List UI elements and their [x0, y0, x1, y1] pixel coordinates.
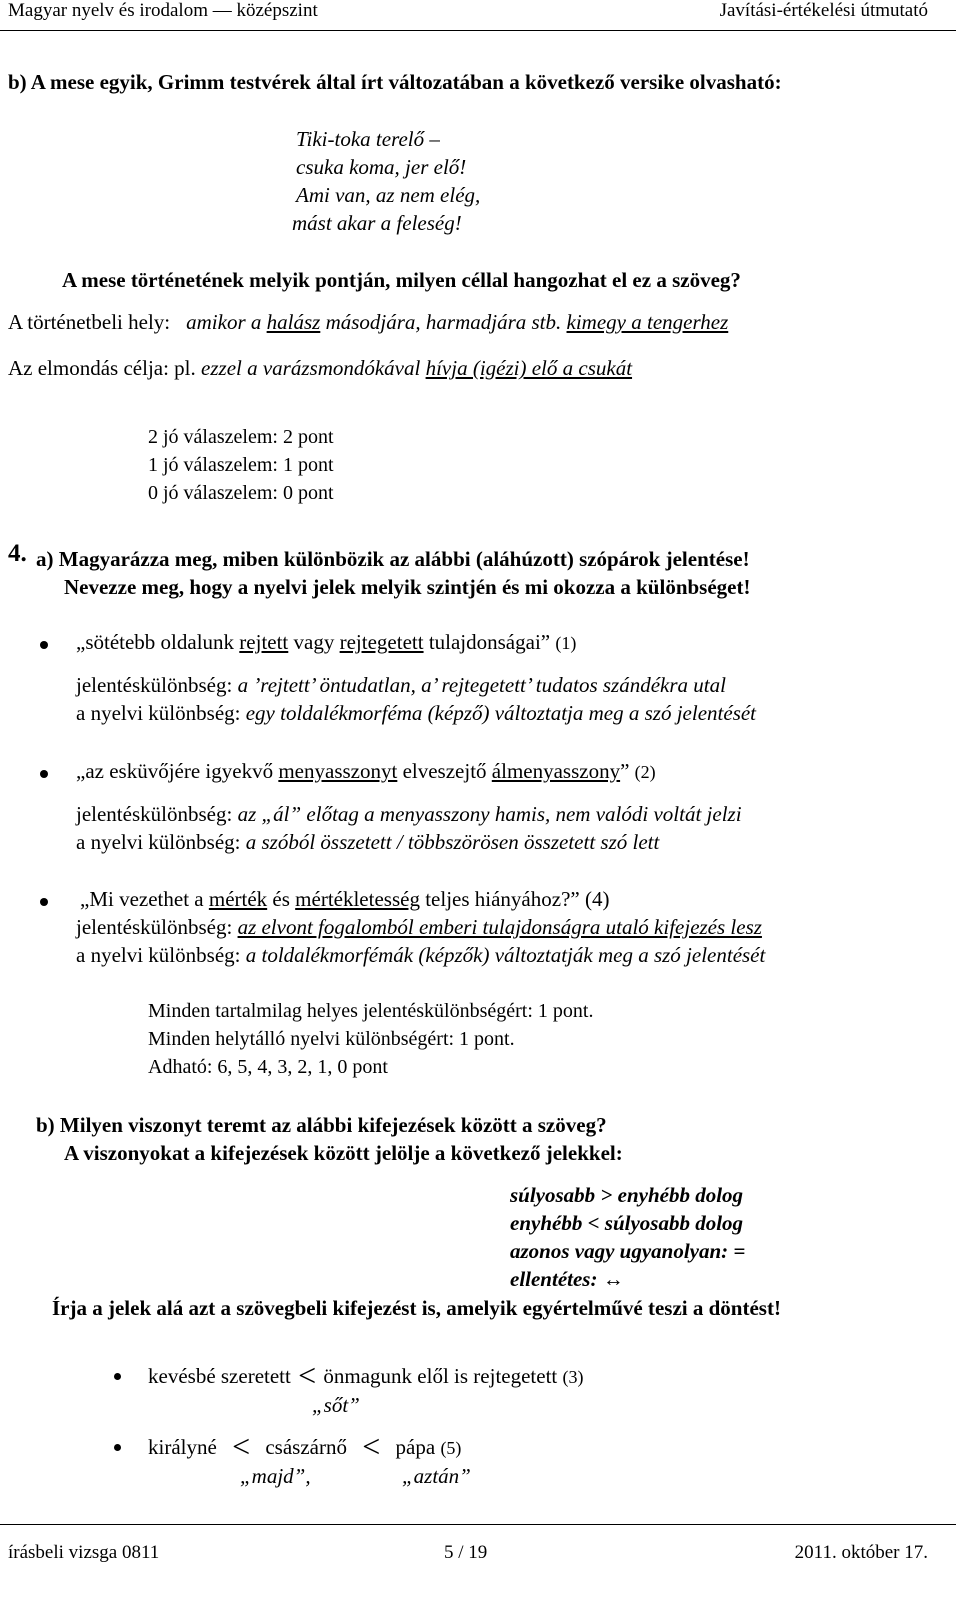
footer-rule	[0, 1524, 956, 1525]
ans1-under: „sőt”	[312, 1393, 360, 1417]
ans2-line	[148, 1430, 461, 1462]
item3-linguistic	[76, 943, 765, 968]
poem-line-1: Tiki-toka terelő –	[296, 127, 440, 151]
item2-linguistic	[76, 830, 659, 855]
item2-meaning-text: az „ál” előtag a menyasszony hamis, nem valódi voltát jelzi	[237, 802, 742, 826]
ans2-under-2: „aztán”	[402, 1464, 471, 1488]
q3b-question: A mese történetének melyik pontján, milyen céllal hangozhat el ez a szöveg?	[62, 268, 741, 292]
item3-meaning-label: jelentéskülönbség:	[76, 915, 233, 939]
poem-line-4: mást akar a feleség!	[292, 211, 462, 235]
q3b-score-2: 1 jó válaszelem: 1 pont	[148, 454, 334, 476]
item2-q4: álmenyasszony	[491, 759, 621, 783]
item2-meaning	[76, 802, 742, 827]
ans1-word-2: önmagunk elől is rejtegetett	[323, 1364, 558, 1388]
item1-linguistic-label: a nyelvi különbség:	[76, 701, 241, 725]
purpose-label: Az elmondás célja: pl.	[8, 356, 196, 380]
poem-line-2: csuka koma, jer elő!	[296, 155, 467, 179]
ans2-num: (5)	[440, 1438, 462, 1458]
item1-meaning	[76, 673, 726, 698]
item2-q2: menyasszonyt	[278, 759, 398, 783]
legend-2: enyhébb < súlyosabb dolog	[510, 1211, 744, 1235]
ans2-word-2: császárnő	[265, 1435, 347, 1459]
place-text-2: halász	[266, 310, 321, 334]
header-left: Magyar nyelv és irodalom — középszint	[8, 0, 318, 21]
item1-q5: tulajdonságai”	[423, 630, 551, 654]
place-text-4: kimegy a tengerhez	[566, 310, 729, 334]
bullet-item-3	[40, 898, 48, 906]
item3-q1: „Mi vezethet a	[80, 887, 209, 911]
item3-q5: teljes hiányához?” (4)	[419, 887, 610, 911]
item1-num: (1)	[555, 633, 577, 653]
ans2-word-1: királyné	[148, 1435, 217, 1459]
item3-quote	[80, 887, 609, 912]
ans2-word-3: pápa	[395, 1435, 436, 1459]
item3-q3: és	[267, 887, 296, 911]
q3b-score-3: 0 jó válaszelem: 0 pont	[148, 482, 334, 504]
q4a-title-1: a) Magyarázza meg, miben különbözik az alábbi (aláhúzott) szópárok jelentése!	[36, 547, 750, 571]
item2-q1: „az esküvőjére igyekvő	[76, 759, 279, 783]
q4b-title-1: b) Milyen viszonyt teremt az alábbi kifejezések között a szöveg?	[36, 1113, 607, 1137]
item2-linguistic-label: a nyelvi különbség:	[76, 830, 241, 854]
legend-3: azonos vagy ugyanolyan: =	[510, 1239, 746, 1263]
ans1-symbol: <	[298, 1357, 317, 1393]
item3-linguistic-label: a nyelvi különbség:	[76, 943, 241, 967]
poem-line-3: Ami van, az nem elég,	[296, 183, 481, 207]
place-line	[8, 310, 728, 335]
ans1-word-1: kevésbé szeretett	[148, 1364, 291, 1388]
ans1-num: (3)	[562, 1367, 584, 1387]
ans2-symbol-1: <	[232, 1428, 251, 1464]
footer-left: írásbeli vizsga 0811	[8, 1542, 160, 1563]
item2-meaning-label: jelentéskülönbség:	[76, 802, 233, 826]
purpose-text-2: hívja (igézi) elő a csukát	[425, 356, 633, 380]
item3-q4: mértékletesség	[295, 887, 420, 911]
bullet-ans-1	[114, 1373, 121, 1380]
item1-meaning-label: jelentéskülönbség:	[76, 673, 233, 697]
q4a-title-2: Nevezze meg, hogy a nyelvi jelek melyik szintjén és mi okozza a különbséget!	[64, 575, 751, 599]
item2-quote	[76, 759, 656, 784]
place-text-3: másodjára, harmadjára stb.	[320, 310, 567, 334]
bullet-ans-2	[114, 1444, 121, 1451]
q4-number: 4.	[8, 540, 27, 567]
bullet-item-2	[40, 770, 48, 778]
item2-linguistic-text: a szóból összetett / többszörösen összetett szó lett	[245, 830, 660, 854]
item2-q3: elveszejtő	[397, 759, 492, 783]
item1-q3: vagy	[288, 630, 340, 654]
ans1-line	[148, 1359, 584, 1391]
item3-linguistic-text: a toldalékmorfémák (képzők) változtatják meg a szó jelentését	[245, 943, 766, 967]
legend-4: ellentétes: ↔	[510, 1267, 624, 1291]
q4b-title-2: A viszonyokat a kifejezések között jelölje a következő jelekkel:	[64, 1141, 623, 1165]
place-text-1: amikor a	[186, 310, 267, 334]
item1-q4: rejtegetett	[339, 630, 424, 654]
ans2-under-1: „majd”,	[240, 1464, 311, 1488]
q3b-title: b) A mese egyik, Grimm testvérek által írt változatában a következő versike olvasható:	[8, 70, 782, 94]
ans2-symbol-2: <	[362, 1428, 381, 1464]
item2-num: (2)	[634, 762, 656, 782]
item1-linguistic	[76, 701, 756, 726]
legend-1: súlyosabb > enyhébb dolog	[510, 1183, 744, 1207]
bullet-item-1	[40, 641, 48, 649]
purpose-line	[8, 356, 632, 381]
item1-q2: rejtett	[239, 630, 289, 654]
item3-meaning-text: az elvont fogalomból emberi tulajdonságra utaló kifejezés lesz	[237, 915, 762, 939]
header-right: Javítási-értékelési útmutató	[719, 0, 928, 21]
item2-q5: ”	[620, 759, 630, 783]
q4a-score-2: Minden helytálló nyelvi különbségért: 1 pont.	[148, 1028, 515, 1050]
item3-q2: mérték	[208, 887, 268, 911]
place-label: A történetbeli hely:	[8, 310, 171, 334]
item1-meaning-text: a ’rejtett’ öntudatlan, a’ rejtegetett’ tudatos szándékra utal	[237, 673, 726, 697]
item1-q1: „sötétebb oldalunk	[76, 630, 240, 654]
footer-page: 5 / 19	[444, 1542, 488, 1563]
purpose-text-1: ezzel a varázsmondókával	[201, 356, 426, 380]
header-rule	[0, 30, 956, 31]
footer-right: 2011. október 17.	[794, 1542, 928, 1563]
item1-linguistic-text: egy toldalékmorféma (képző) változtatja meg a szó jelentését	[245, 701, 757, 725]
q4b-instruction: Írja a jelek alá azt a szövegbeli kifejezést is, amelyik egyértelművé teszi a döntést!	[52, 1296, 781, 1320]
item3-meaning	[76, 915, 762, 940]
item1-quote	[76, 630, 576, 655]
q4a-score-3: Adható: 6, 5, 4, 3, 2, 1, 0 pont	[148, 1056, 388, 1078]
q4a-score-1: Minden tartalmilag helyes jelentéskülönbségért: 1 pont.	[148, 1000, 594, 1022]
q3b-score-1: 2 jó válaszelem: 2 pont	[148, 426, 334, 448]
